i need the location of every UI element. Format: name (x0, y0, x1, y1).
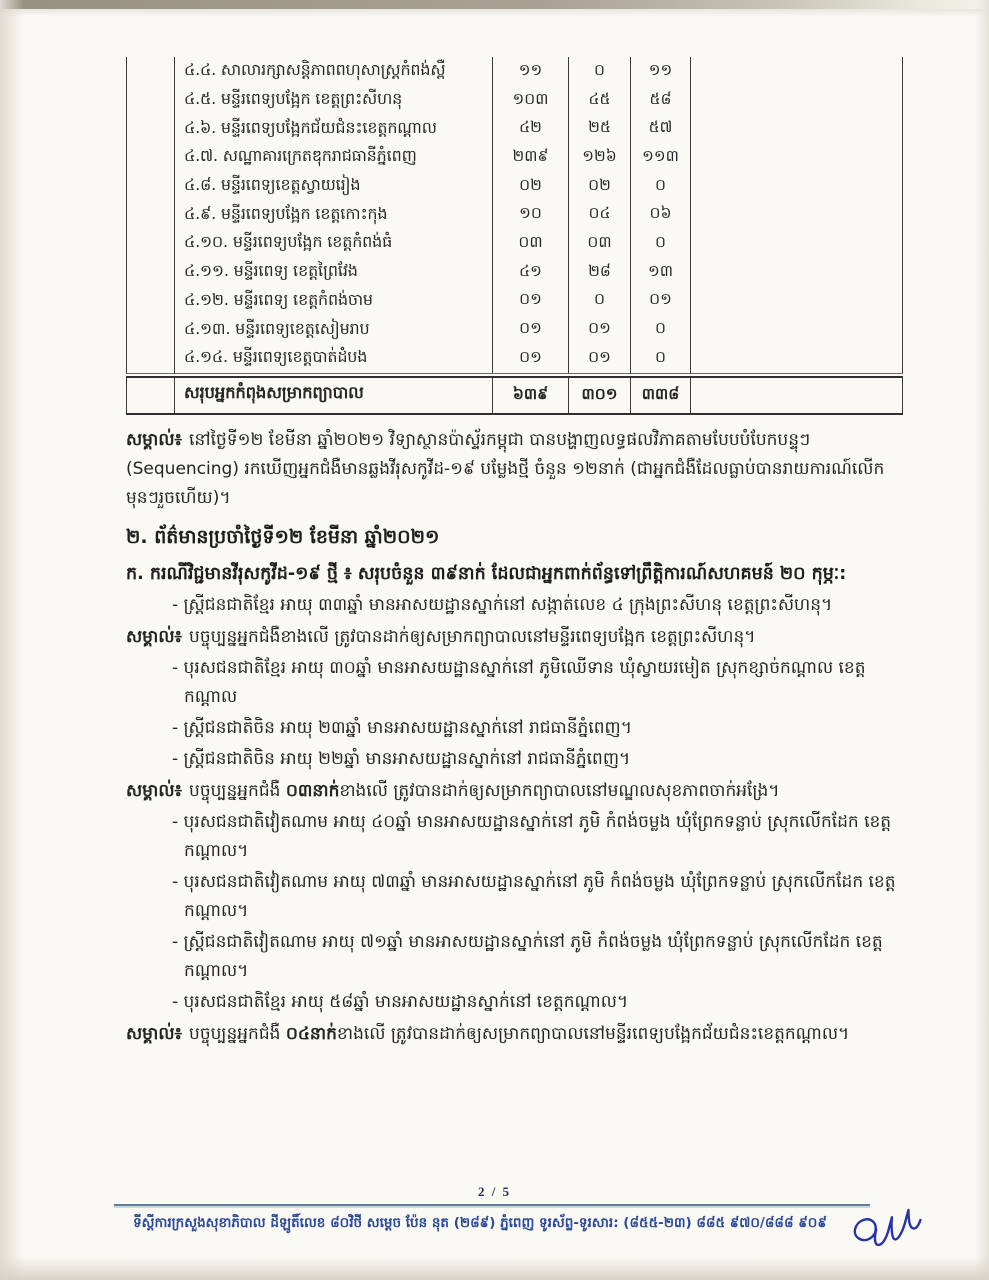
case-bullet: - បុរសជនជាតិខ្មែរ អាយុ ៥៨ឆ្នាំ មានអាសយដ្ឋានស្នាក់នៅ ខេត្តកណ្តាល។ (126, 988, 905, 1017)
table-row (126, 172, 903, 201)
remaining-count: ៥៨ (630, 86, 690, 115)
empty-cell (690, 86, 903, 115)
empty-cell (690, 114, 903, 143)
row-number-cell (126, 258, 174, 287)
patients-in-care-table (126, 57, 903, 415)
recovered-count: ០ (568, 57, 630, 86)
scan-edge-top-shadow (0, 9, 989, 17)
remark-text-before: បច្ចុប្បន្នអ្នកជំងឺ (189, 1023, 286, 1044)
table-total-row (126, 376, 903, 415)
empty-cell (690, 143, 903, 172)
remark-text: នៅថ្ងៃទី១២ ខែមីនា ឆ្នាំ២០២១ វិទ្យាស្ថានប៉ាស្ទ័រកម្ពុជា បានបង្ហាញលទ្ធផលវិភាគតាមបែបបំបែកបន្ទុៗ (Sequencing) រកឃើញអ្នកជំងឺមានឆ្លងវីរុសកូវីដ-១៩ បម្លែងថ្មី ចំនួន ១២នាក់ (ជាអ្នកជំងឺដែលធ្លាប់បានរាយការណ៍លើកមុនៗរួចហើយ)។ (126, 429, 885, 508)
table-row (126, 315, 903, 344)
recovered-count: ០១ (568, 344, 630, 373)
empty-cell (690, 172, 903, 201)
in-care-count: ០២ (492, 172, 568, 201)
remark-chak-angre (126, 777, 905, 806)
page-number: 2 / 5 (477, 1184, 512, 1199)
row-number-cell (126, 172, 174, 201)
footer-divider (114, 1204, 870, 1206)
in-care-count: ៤២ (492, 114, 568, 143)
table-row (126, 287, 903, 316)
facility-name: ៤.៨. មន្ទីរពេទ្យខេត្តស្វាយរៀង (174, 172, 492, 201)
in-care-count: ១១ (492, 57, 568, 86)
table-row (126, 57, 903, 86)
case-bullet: - បុរសជនជាតិខ្មែរ អាយុ ៣០ឆ្នាំ មានអាសយដ្ឋានស្នាក់នៅ ភូមិឈើទាន ឃុំស្វាយរមៀត ស្រុកខ្សាច់កណ្តាល ខេត្តកណ្តាល (126, 654, 905, 712)
recovered-count: ១២៦ (568, 143, 630, 172)
case-bullet: - ស្ត្រីជនជាតិខ្មែរ អាយុ ៣៣ឆ្នាំ មានអាសយដ្ឋានស្នាក់នៅ សង្កាត់លេខ ៤ ក្រុងព្រះសីហនុ ខេត្តព្រះសីហនុ។ (126, 591, 905, 620)
in-care-count: ១០៣ (492, 86, 568, 115)
case-bullet: - ស្ត្រីជនជាតិវៀតណាម អាយុ ៧១ឆ្នាំ មានអាសយដ្ឋានស្នាក់នៅ ភូមិ កំពង់ចម្លង ឃុំព្រែកទន្លាប់ ស្រុកលើកដែក ខេត្តកណ្តាល។ (126, 928, 905, 986)
in-care-count: ០១ (492, 315, 568, 344)
remaining-count: ៥៧ (630, 114, 690, 143)
recovered-count: ២៨ (568, 258, 630, 287)
empty-cell (690, 258, 903, 287)
facility-name: ៤.៦. មន្ទីរពេទ្យបង្អែកជ័យជំនះខេត្តកណ្តាល (174, 114, 492, 143)
case-bullet: - បុរសជនជាតិវៀតណាម អាយុ ៧៣ឆ្នាំ មានអាសយដ្ឋានស្នាក់នៅ ភូមិ កំពង់ចម្លង ឃុំព្រែកទន្លាប់ ស្រុកលើកដែក ខេត្តកណ្តាល។ (126, 868, 905, 926)
table-row (126, 114, 903, 143)
total-recovered: ៣០១ (568, 378, 630, 413)
scan-edge-right (975, 0, 989, 1280)
row-number-cell (126, 344, 174, 373)
signature-initial (845, 1196, 937, 1268)
case-list-1 (126, 591, 905, 620)
in-care-count: ២៣៩ (492, 143, 568, 172)
facility-name: ៤.៤. សាលារក្សាសន្តិភាពពហុសាស្ត្រកំពង់ស្ពឺ (174, 57, 492, 86)
table-row (126, 344, 903, 373)
empty-cell (690, 378, 903, 413)
remark-count-bold: ០៤នាក់ (285, 1023, 337, 1044)
signature-scribble-icon (845, 1196, 937, 1268)
in-care-count: ៤១ (492, 258, 568, 287)
remark-text: បច្ចុប្បន្នអ្នកជំងឺខាងលើ ត្រូវបានដាក់ឲ្យសម្រាកព្យាបាលនៅមន្ទីរពេទ្យបង្អែក ខេត្តព្រះសីហនុ។ (189, 626, 756, 647)
case-bullet: - ស្ត្រីជនជាតិចិន អាយុ ២៣ឆ្នាំ មានអាសយដ្ឋានស្នាក់នៅ រាជធានីភ្នំពេញ។ (126, 714, 905, 743)
table-body (126, 57, 903, 374)
in-care-count: ០១ (492, 344, 568, 373)
remaining-count: ១១៣ (630, 143, 690, 172)
remaining-count: ០ (630, 172, 690, 201)
table-row (126, 229, 903, 258)
remark-label: សម្គាល់៖ (126, 780, 183, 801)
remark-sihanoukville (126, 623, 905, 652)
remaining-count: ០១ (630, 287, 690, 316)
case-bullet: - បុរសជនជាតិវៀតណាម អាយុ ៤០ឆ្នាំ មានអាសយដ្ឋានស្នាក់នៅ ភូមិ កំពង់ចម្លង ឃុំព្រែកទន្លាប់ ស្រុកលើកដែក ខេត្តកណ្តាល។ (126, 808, 905, 866)
case-list-3 (126, 808, 905, 1017)
empty-cell (690, 229, 903, 258)
remark-text-before: បច្ចុប្បន្នអ្នកជំងឺ (189, 780, 286, 801)
table-row (126, 258, 903, 287)
empty-cell (690, 200, 903, 229)
scan-edge-left (0, 0, 24, 1280)
row-number-cell (126, 378, 174, 413)
in-care-count: ១០ (492, 200, 568, 229)
facility-name: ៤.១០. មន្ទីរពេទ្យបង្អែក ខេត្តកំពង់ធំ (174, 229, 492, 258)
recovered-count: ៤៥ (568, 86, 630, 115)
row-number-cell (126, 86, 174, 115)
row-number-cell (126, 143, 174, 172)
row-number-cell (126, 200, 174, 229)
empty-cell (690, 287, 903, 316)
recovered-count: ២៥ (568, 114, 630, 143)
row-number-cell (126, 315, 174, 344)
page-content (126, 57, 905, 1049)
facility-name: ៤.៥. មន្ទីរពេទ្យបង្អែក ខេត្តព្រះសីហនុ (174, 86, 492, 115)
case-bullet: - ស្ត្រីជនជាតិចិន អាយុ ២២ឆ្នាំ មានអាសយដ្ឋានស្នាក់នៅ រាជធានីភ្នំពេញ។ (126, 745, 905, 774)
remark-label: សម្គាល់៖ (126, 1023, 183, 1044)
case-list-2 (126, 654, 905, 774)
section-2-heading: ២. ព័ត៌មានប្រចាំថ្ងៃទី១២ ខែមីនា ឆ្នាំ២០២១ (126, 525, 440, 548)
in-care-count: ០១ (492, 287, 568, 316)
row-number-cell (126, 57, 174, 86)
table-row (126, 86, 903, 115)
recovered-count: ០៤ (568, 200, 630, 229)
report-body (126, 426, 905, 1049)
facility-name: ៤.១២. មន្ទីរពេទ្យ ខេត្តកំពង់ចាម (174, 287, 492, 316)
remark-chey-chumneas (126, 1020, 905, 1049)
total-label: សរុបអ្នកកំពុងសម្រាកព្យាបាល (174, 378, 492, 413)
row-number-cell (126, 229, 174, 258)
remaining-count: ០ (630, 229, 690, 258)
total-remaining: ៣៣៨ (630, 378, 690, 413)
facility-name: ៤.៩. មន្ទីរពេទ្យបង្អែក ខេត្តកោះកុង (174, 200, 492, 229)
remark-text-after: ខាងលើ ត្រូវបានដាក់ឲ្យសម្រាកព្យាបាលនៅមន្ទីរពេទ្យបង្អែកជ័យជំនះខេត្តកណ្តាល។ (336, 1023, 850, 1044)
facility-name: ៤.១៤. មន្ទីរពេទ្យខេត្តបាត់ដំបង (174, 344, 492, 373)
scan-edge-top (0, 0, 989, 9)
row-number-cell (126, 287, 174, 316)
recovered-count: ០២ (568, 172, 630, 201)
empty-cell (690, 315, 903, 344)
in-care-count: ០៣ (492, 229, 568, 258)
row-number-cell (126, 114, 174, 143)
recovered-count: ០១ (568, 315, 630, 344)
remaining-count: ១១ (630, 57, 690, 86)
item-k-heading: ក. ករណីវិជ្ជមានវីរុសកូវីដ-១៩ ថ្មី ៖ សរុបចំនួន ៣៩នាក់ ដែលជាអ្នកពាក់ព័ន្ធទៅព្រឹត្តិការណ៍សហគមន៍ ២០ កុម្ភៈ: (126, 563, 847, 584)
recovered-count: ០ (568, 287, 630, 316)
facility-name: ៤.១៣. មន្ទីរពេទ្យខេត្តសៀមរាប (174, 315, 492, 344)
remark-label: សម្គាល់៖ (126, 626, 183, 647)
remaining-count: ០ (630, 315, 690, 344)
remark-count-bold: ០៣នាក់ (285, 780, 340, 801)
remaining-count: ០ (630, 344, 690, 373)
facility-name: ៤.១១. មន្ទីរពេទ្យ ខេត្តព្រៃវែង (174, 258, 492, 287)
ministry-address: ទីស្តីការក្រសួងសុខាភិបាល ដីឡូតិ៍លេខ ៨០វិថី សម្តេច ប៉ែន នុត (២៨៩) ភ្នំពេញ ទូរស័ព្ទ-ទូរសារ: (៨៥៥-២៣) ៨៨៥ ៩៧០/៨៨៨ ៩០៩ (133, 1215, 827, 1231)
remaining-count: ១៣ (630, 258, 690, 287)
total-in-care: ៦៣៩ (492, 378, 568, 413)
facility-name: ៤.៧. សណ្ឋាគារក្រេតឌុករាជធានីភ្នំពេញ (174, 143, 492, 172)
table-row (126, 200, 903, 229)
remaining-count: ០៦ (630, 200, 690, 229)
remark-text-after: ខាងលើ ត្រូវបានដាក់ឲ្យសម្រាកព្យាបាលនៅមណ្ឌលសុខភាពចាក់អង្រែ។ (339, 780, 780, 801)
remark-label: សម្គាល់៖ (126, 429, 183, 450)
table-row (126, 143, 903, 172)
scan-edge-bottom (0, 1256, 989, 1280)
remark-sequencing (126, 426, 905, 513)
empty-cell (690, 344, 903, 373)
empty-cell (690, 57, 903, 86)
recovered-count: ០៣ (568, 229, 630, 258)
